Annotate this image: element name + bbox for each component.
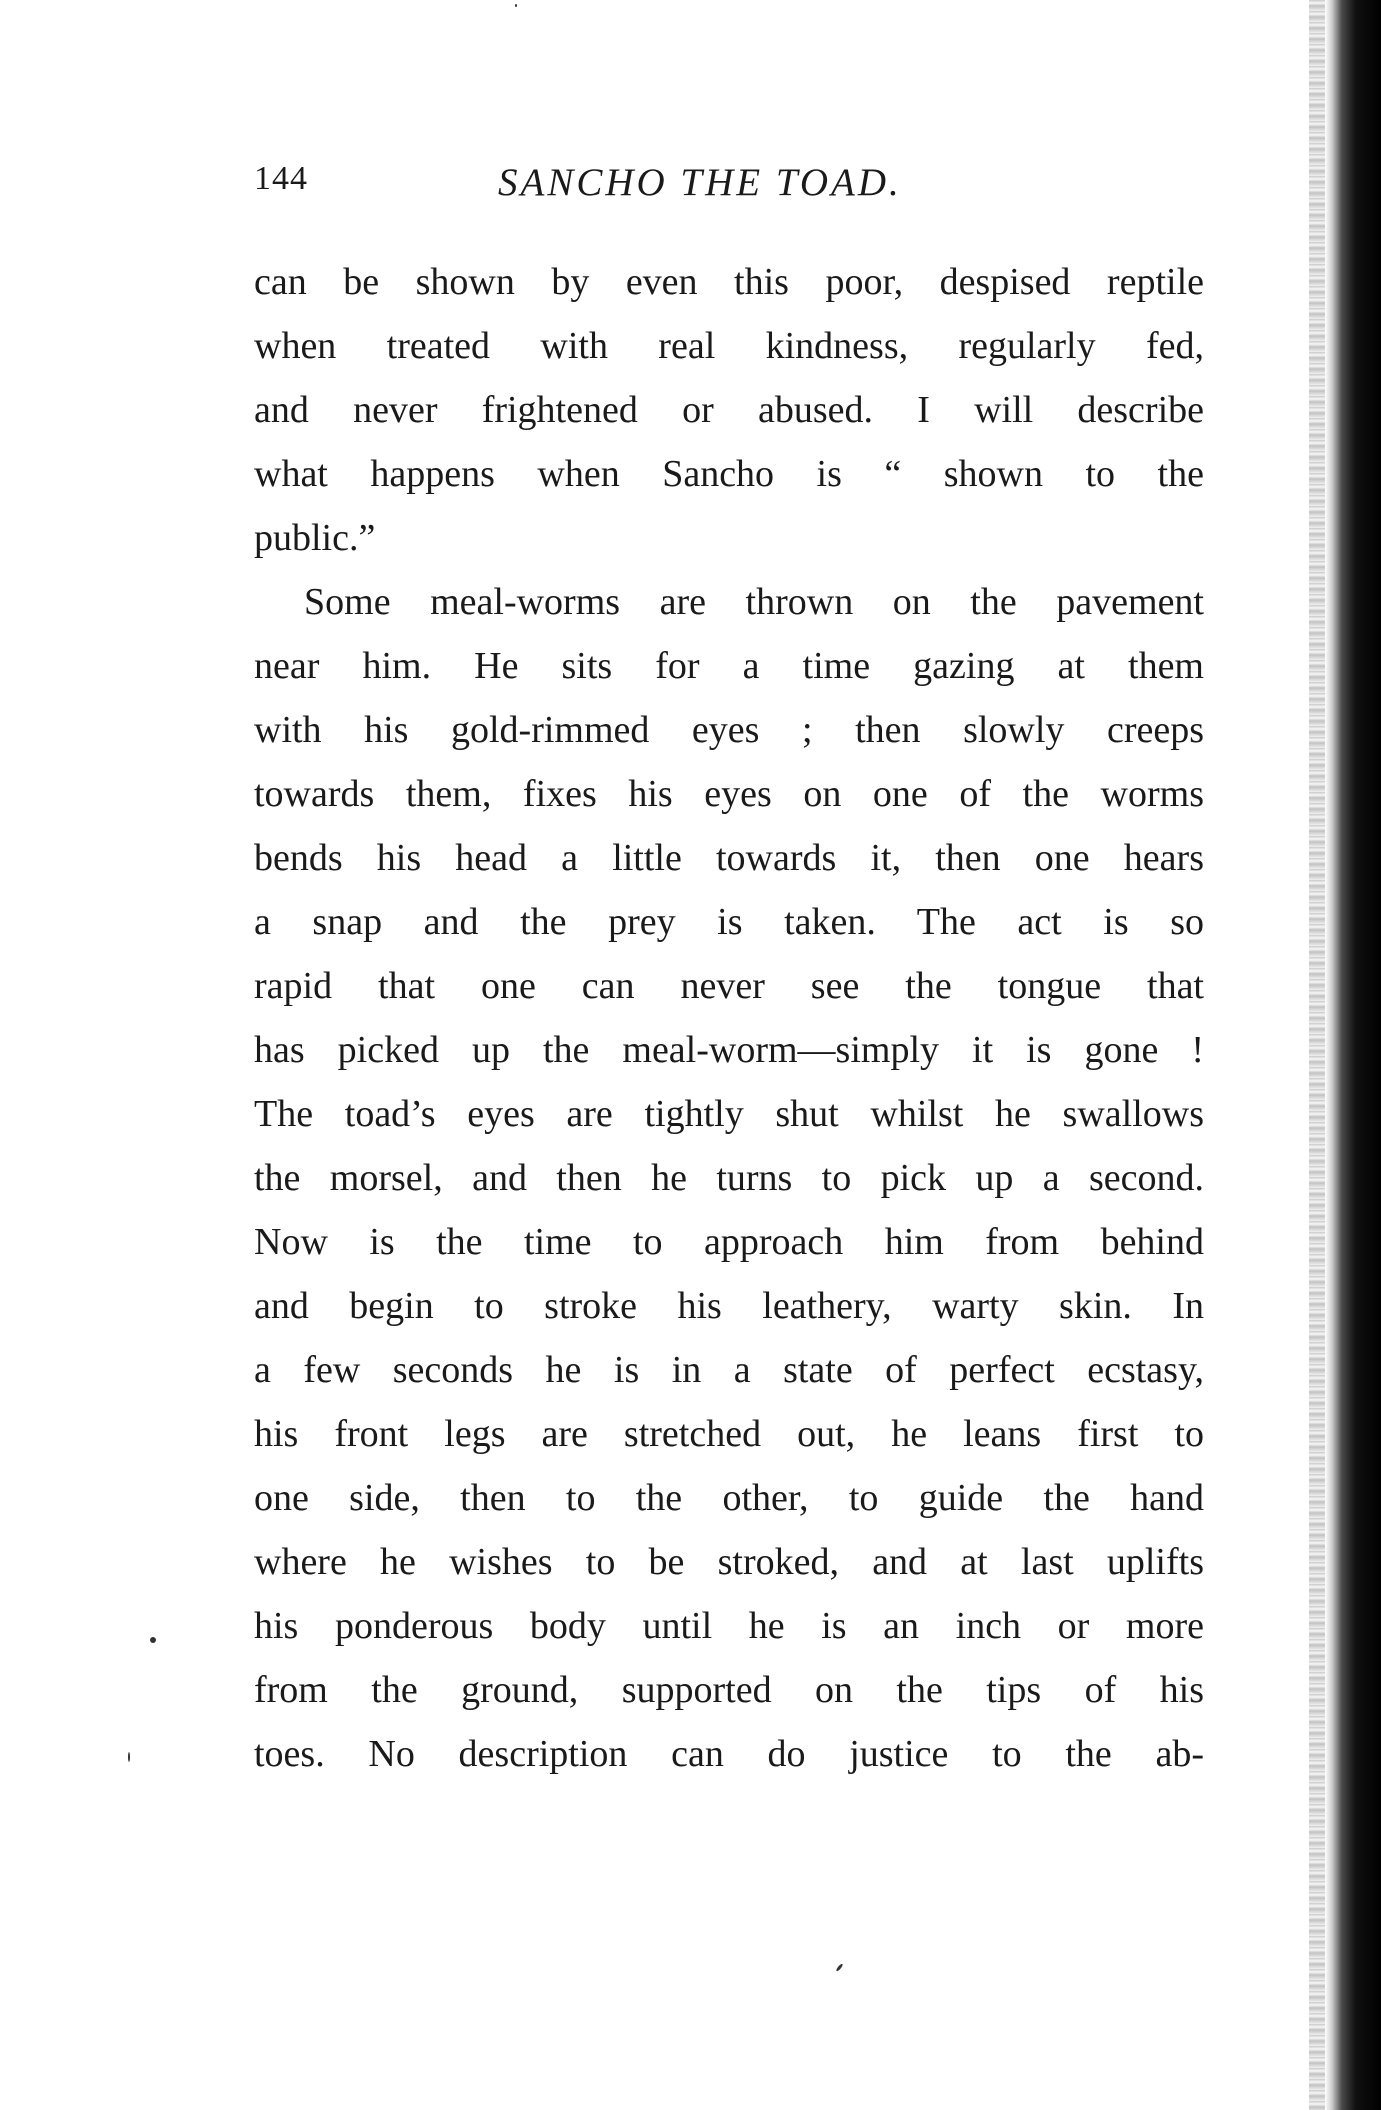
text-line: with his gold-rimmed eyes ; then slowly creeps: [254, 709, 1204, 751]
text-line: what happens when Sancho is “ shown to the: [254, 453, 1204, 495]
paragraph-start-line: Some meal-worms are thrown on the pavement: [304, 581, 1204, 623]
text-line: Now is the time to approach him from behind: [254, 1221, 1204, 1263]
paper-speck: [515, 4, 517, 7]
paper-speck: [128, 1752, 130, 1762]
body-text: [254, 250, 1204, 1786]
text-line: The toad’s eyes are tightly shut whilst he swallows: [254, 1093, 1204, 1135]
text-line: bends his head a little towards it, then one hears: [254, 837, 1204, 879]
text-line: public.”: [254, 517, 376, 559]
text-line: one side, then to the other, to guide the hand: [254, 1477, 1204, 1519]
text-line: has picked up the meal-worm—simply it is gone !: [254, 1029, 1204, 1071]
text-line: the morsel, and then he turns to pick up a second.: [254, 1157, 1204, 1199]
text-line: a snap and the prey is taken. The act is so: [254, 901, 1204, 943]
text-line: and begin to stroke his leathery, warty skin. In: [254, 1285, 1204, 1327]
text-line: rapid that one can never see the tongue that: [254, 965, 1204, 1007]
text-line: from the ground, supported on the tips of his: [254, 1669, 1204, 1711]
page-header: [254, 160, 1204, 220]
text-line: toes. No description can do justice to the ab-: [254, 1733, 1204, 1775]
text-line: his ponderous body until he is an inch or more: [254, 1605, 1204, 1647]
text-line: can be shown by even this poor, despised reptile: [254, 261, 1204, 303]
text-line: and never frightened or abused. I will describe: [254, 389, 1204, 431]
page-number: 144: [254, 160, 308, 197]
text-line: when treated with real kindness, regularly fed,: [254, 325, 1204, 367]
text-line: near him. He sits for a time gazing at them: [254, 645, 1204, 687]
text-line: where he wishes to be stroked, and at last uplifts: [254, 1541, 1204, 1583]
binding-shadow: [1325, 0, 1381, 2110]
text-line: his front legs are stretched out, he leans first to: [254, 1413, 1204, 1455]
text-line: towards them, fixes his eyes on one of the worms: [254, 773, 1204, 815]
text-line: a few seconds he is in a state of perfect ecstasy,: [254, 1349, 1204, 1391]
running-title: SANCHO THE TOAD.: [498, 161, 902, 204]
paper-speck: [150, 1637, 156, 1643]
paper-speck: [835, 1963, 843, 1972]
